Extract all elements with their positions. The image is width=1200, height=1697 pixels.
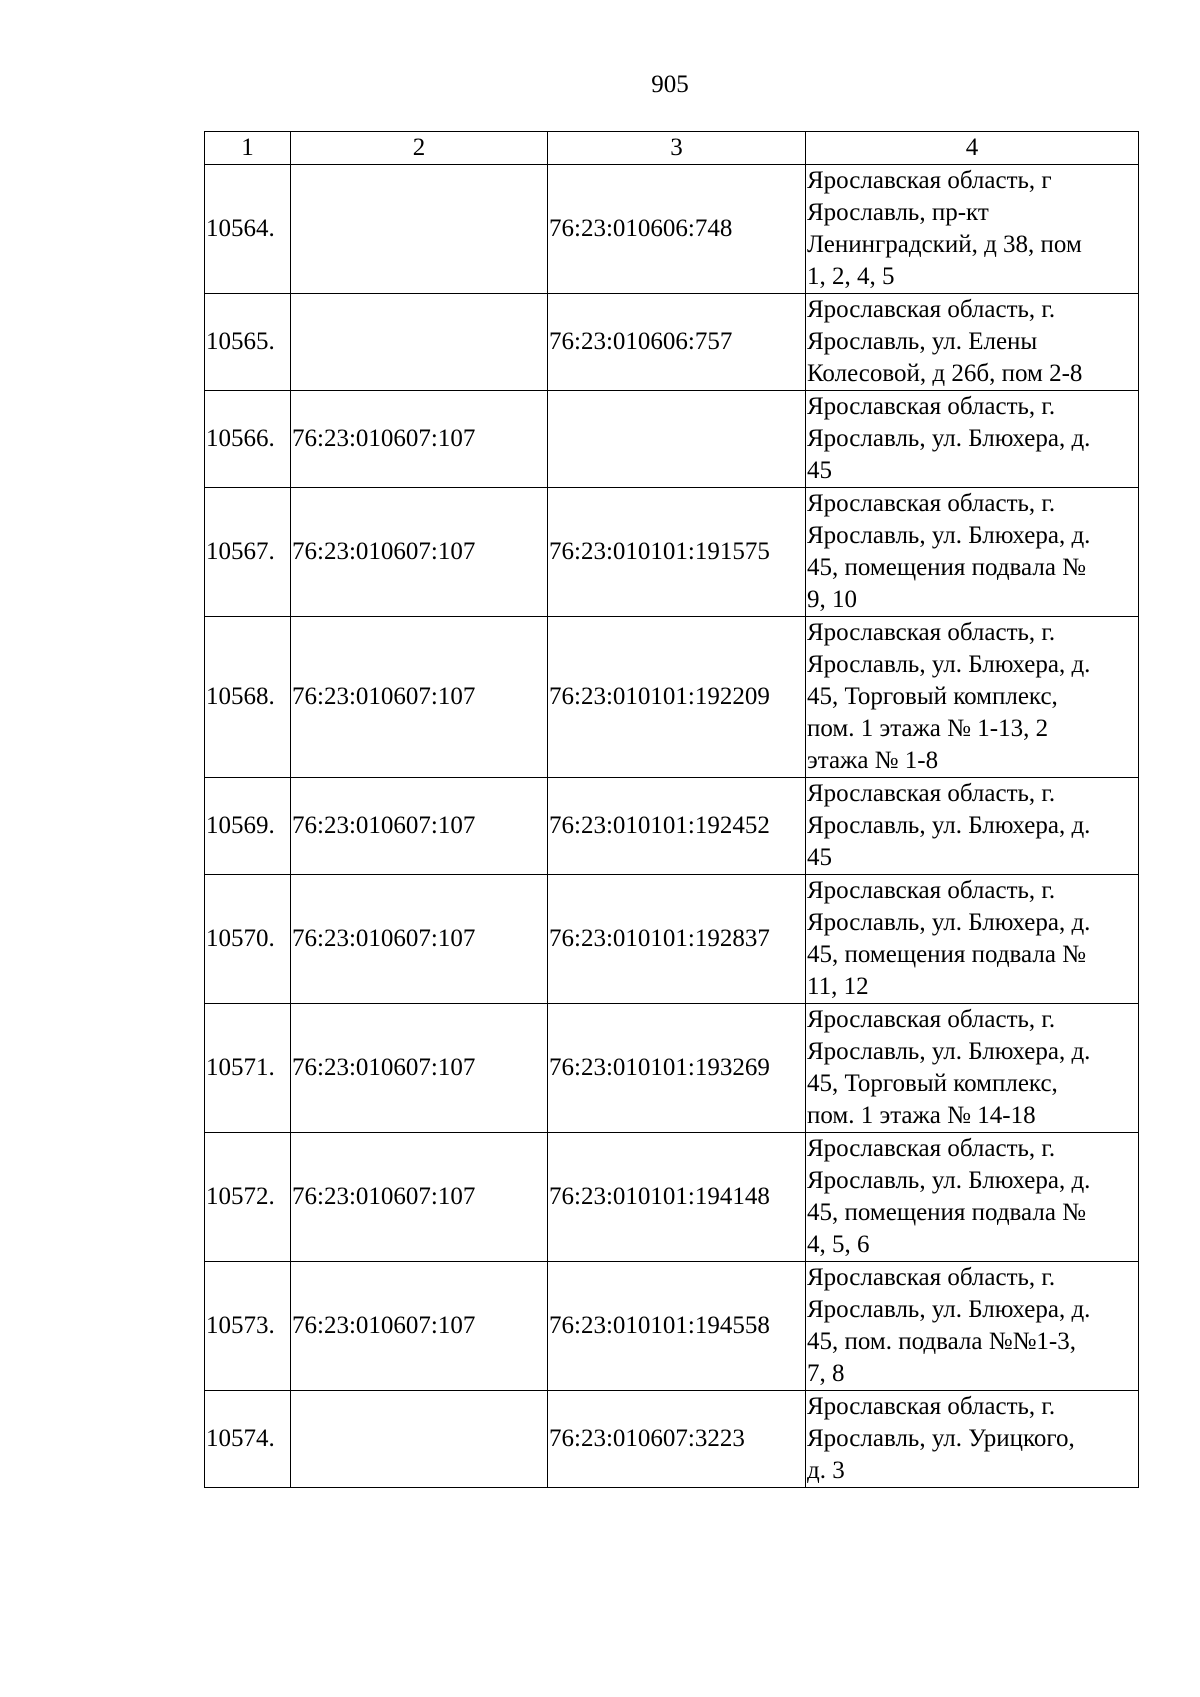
object-cadastral-number-cell: 76:23:010101:194558 [548, 1262, 806, 1391]
address-line: Колесовой, д 26б, пом 2-8 [807, 360, 1083, 387]
address-cell [806, 165, 1139, 294]
address-line: 11, 12 [807, 973, 869, 1000]
table-row [205, 617, 1139, 778]
object-cadastral-number-cell: 76:23:010101:191575 [548, 488, 806, 617]
table-body [205, 165, 1139, 1488]
address-line: 45, Торговый комплекс, [807, 1070, 1058, 1097]
land-cadastral-number-cell [291, 294, 548, 391]
land-cadastral-number-cell: 76:23:010607:107 [291, 875, 548, 1004]
land-cadastral-number-cell: 76:23:010607:107 [291, 617, 548, 778]
address-line: 45, Торговый комплекс, [807, 683, 1058, 710]
address-cell [806, 1391, 1139, 1488]
land-cadastral-number-cell: 76:23:010607:107 [291, 1133, 548, 1262]
object-cadastral-number-cell: 76:23:010101:192209 [548, 617, 806, 778]
object-cadastral-number-cell: 76:23:010101:194148 [548, 1133, 806, 1262]
land-cadastral-number-cell: 76:23:010607:107 [291, 778, 548, 875]
address-cell [806, 1133, 1139, 1262]
object-cadastral-number-cell: 76:23:010606:748 [548, 165, 806, 294]
address-line: Ярославль, ул. Блюхера, д. [807, 1038, 1091, 1065]
address-cell [806, 391, 1139, 488]
object-cadastral-number-cell: 76:23:010606:757 [548, 294, 806, 391]
table-row [205, 391, 1139, 488]
address-line: Ярославль, ул. Елены [807, 328, 1038, 355]
row-number-cell: 10569. [205, 778, 291, 875]
table-row [205, 294, 1139, 391]
address-line: Ярославская область, г. [807, 1264, 1056, 1291]
address-line: 45 [807, 457, 832, 484]
page-number: 905 [651, 71, 689, 98]
address-line: 45 [807, 844, 832, 871]
address-line: 45, пом. подвала №№1-3, [807, 1328, 1076, 1355]
address-line: Ярославль, ул. Блюхера, д. [807, 1296, 1091, 1323]
address-line: 9, 10 [807, 586, 857, 613]
address-line: 45, помещения подвала № [807, 1199, 1087, 1226]
table-header [205, 132, 1139, 165]
row-number-cell: 10572. [205, 1133, 291, 1262]
address-line: Ярославская область, г. [807, 490, 1056, 517]
table-row [205, 1391, 1139, 1488]
address-line: Ярославль, ул. Блюхера, д. [807, 909, 1091, 936]
row-number-cell: 10568. [205, 617, 291, 778]
column-header-2: 2 [291, 132, 548, 165]
table-row [205, 488, 1139, 617]
table-row [205, 1262, 1139, 1391]
column-header-3: 3 [548, 132, 806, 165]
object-cadastral-number-cell [548, 391, 806, 488]
address-line: Ярославская область, г. [807, 1006, 1056, 1033]
address-line: Ярославская область, г. [807, 393, 1056, 420]
address-line: этажа № 1-8 [807, 747, 939, 774]
address-line: 45, помещения подвала № [807, 941, 1087, 968]
address-cell [806, 294, 1139, 391]
address-line: Ярославская область, г [807, 167, 1052, 194]
address-line: Ярославль, ул. Блюхера, д. [807, 522, 1091, 549]
table-row [205, 1133, 1139, 1262]
address-line: Ярославская область, г. [807, 296, 1056, 323]
address-line: Ленинградский, д 38, пом [807, 231, 1082, 258]
registry-table [204, 131, 1139, 1488]
address-line: Ярославская область, г. [807, 1393, 1056, 1420]
address-line: Ярославль, ул. Блюхера, д. [807, 651, 1091, 678]
address-line: 7, 8 [807, 1360, 845, 1387]
row-number-cell: 10564. [205, 165, 291, 294]
land-cadastral-number-cell [291, 165, 548, 294]
address-cell [806, 488, 1139, 617]
address-line: Ярославль, ул. Блюхера, д. [807, 425, 1091, 452]
header-row [205, 132, 1139, 165]
address-cell [806, 875, 1139, 1004]
address-line: Ярославль, пр-кт [807, 199, 989, 226]
address-line: пом. 1 этажа № 14-18 [807, 1102, 1036, 1129]
address-line: 45, помещения подвала № [807, 554, 1087, 581]
column-header-1: 1 [205, 132, 291, 165]
land-cadastral-number-cell: 76:23:010607:107 [291, 391, 548, 488]
address-line: Ярославль, ул. Блюхера, д. [807, 1167, 1091, 1194]
address-line: Ярославская область, г. [807, 619, 1056, 646]
address-line: Ярославская область, г. [807, 877, 1056, 904]
address-line: Ярославская область, г. [807, 1135, 1056, 1162]
land-cadastral-number-cell: 76:23:010607:107 [291, 1004, 548, 1133]
address-cell [806, 778, 1139, 875]
object-cadastral-number-cell: 76:23:010101:192452 [548, 778, 806, 875]
address-line: пом. 1 этажа № 1-13, 2 [807, 715, 1049, 742]
table-row [205, 875, 1139, 1004]
address-line: Ярославль, ул. Урицкого, [807, 1425, 1075, 1452]
column-header-4: 4 [806, 132, 1139, 165]
row-number-cell: 10565. [205, 294, 291, 391]
address-cell [806, 1262, 1139, 1391]
land-cadastral-number-cell [291, 1391, 548, 1488]
address-line: д. 3 [807, 1457, 845, 1484]
address-line: Ярославская область, г. [807, 780, 1056, 807]
address-line: Ярославль, ул. Блюхера, д. [807, 812, 1091, 839]
row-number-cell: 10570. [205, 875, 291, 1004]
table-row [205, 165, 1139, 294]
address-cell [806, 1004, 1139, 1133]
object-cadastral-number-cell: 76:23:010101:193269 [548, 1004, 806, 1133]
address-cell [806, 617, 1139, 778]
row-number-cell: 10573. [205, 1262, 291, 1391]
row-number-cell: 10574. [205, 1391, 291, 1488]
row-number-cell: 10571. [205, 1004, 291, 1133]
land-cadastral-number-cell: 76:23:010607:107 [291, 1262, 548, 1391]
land-cadastral-number-cell: 76:23:010607:107 [291, 488, 548, 617]
table-row [205, 778, 1139, 875]
row-number-cell: 10566. [205, 391, 291, 488]
table-row [205, 1004, 1139, 1133]
address-line: 1, 2, 4, 5 [807, 263, 895, 290]
object-cadastral-number-cell: 76:23:010607:3223 [548, 1391, 806, 1488]
address-line: 4, 5, 6 [807, 1231, 870, 1258]
row-number-cell: 10567. [205, 488, 291, 617]
object-cadastral-number-cell: 76:23:010101:192837 [548, 875, 806, 1004]
